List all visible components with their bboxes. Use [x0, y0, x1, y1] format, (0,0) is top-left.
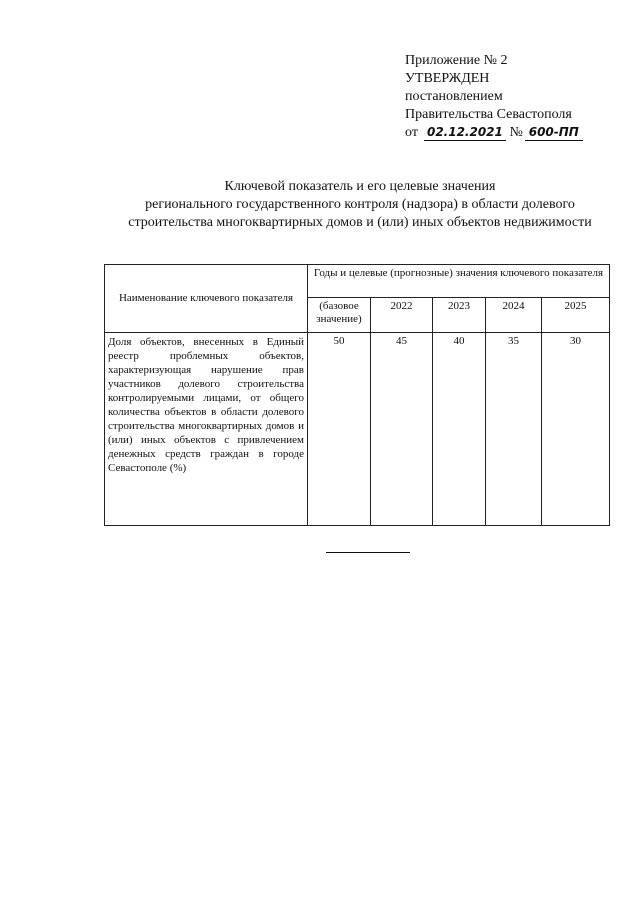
title-line-1: Ключевой показатель и его целевые значения [224, 179, 496, 194]
value-2023: 40 [433, 333, 486, 526]
appendix-label: Приложение № 2 [405, 53, 508, 68]
authority-label: Правительства Севастополя [405, 107, 572, 122]
header-years: Годы и целевые (прогнозные) значения ключевого показателя [308, 265, 610, 298]
header-base-value: (базовое значение) [308, 298, 371, 333]
approval-block [405, 52, 635, 142]
header-year-2024: 2024 [486, 298, 542, 333]
header-year-2023: 2023 [433, 298, 486, 333]
closing-rule [326, 552, 410, 553]
date-prefix: от [405, 125, 418, 140]
indicator-table [104, 264, 610, 526]
number-prefix: № [509, 125, 523, 140]
title-line-2: регионального государственного контроля (надзора) в области долевого [145, 197, 575, 212]
table-row [105, 333, 610, 526]
value-base: 50 [308, 333, 371, 526]
header-year-2025: 2025 [542, 298, 610, 333]
decree-date: 02.12.2021 [424, 125, 506, 141]
title-line-3: строительства многоквартирных домов и (или) иных объектов недвижимости [128, 215, 592, 230]
value-2024: 35 [486, 333, 542, 526]
indicator-name: Доля объектов, внесенных в Единый реестр проблемных объектов, характеризующая нарушение прав участников долевого строительства контролируемыми лицами, от общего количества объектов в области долевого строительства многоквартирных домов и (или) иных объектов с привлечением денежных средств граждан в городе Севастополе (%) [105, 333, 308, 526]
value-2025: 30 [542, 333, 610, 526]
header-year-2022: 2022 [371, 298, 433, 333]
table-header-row [105, 265, 610, 298]
approved-by-label: постановлением [405, 89, 503, 104]
header-indicator-name: Наименование ключевого показателя [105, 265, 308, 333]
decree-reference [405, 124, 635, 142]
approved-label: УТВЕРЖДЕН [405, 71, 490, 86]
decree-number: 600-ПП [525, 125, 583, 141]
value-2022: 45 [371, 333, 433, 526]
document-title [100, 178, 620, 232]
